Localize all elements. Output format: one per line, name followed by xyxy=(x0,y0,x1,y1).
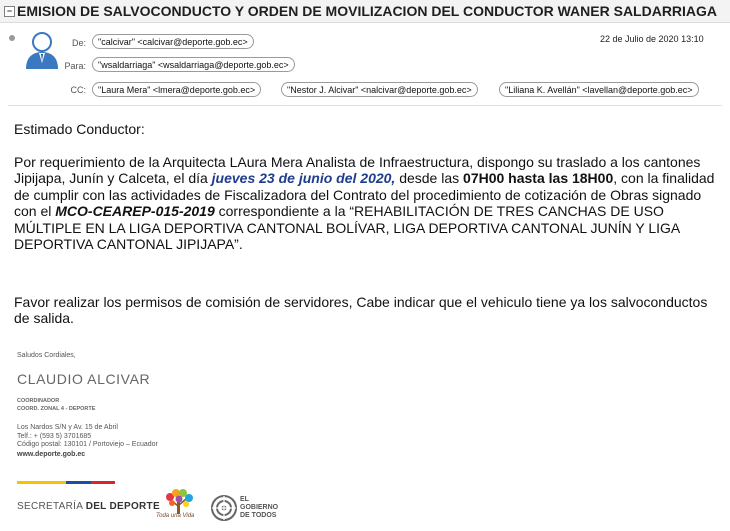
cc-address-chip[interactable]: "Laura Mera" <lmera@deporte.gob.ec> xyxy=(92,82,261,97)
cc-address-chip[interactable]: "Nestor J. Alcivar" <nalcivar@deporte.gob.ec> xyxy=(281,82,478,97)
highlighted-date: jueves 23 de junio del 2020, xyxy=(211,170,396,186)
signature-greeting: Saludos Cordiales, xyxy=(17,352,76,359)
from-label: De: xyxy=(71,38,86,48)
signature-address: Los Nardos S/N y Av. 15 de Abril Telf.: + (593 5) 3701685 Código postal: 130101 / Portoviejo – Ecuador xyxy=(17,424,158,448)
email-body xyxy=(14,121,720,327)
from-address-chip[interactable]: "calcivar" <calcivar@deporte.gob.ec> xyxy=(92,34,254,49)
to-address-chip[interactable]: "wsaldarriaga" <wsaldarriaga@deporte.gob.ec> xyxy=(92,57,295,72)
highlighted-time: 07H00 hasta las 18H00 xyxy=(463,170,614,186)
flag-stripe xyxy=(17,481,115,484)
header-divider xyxy=(8,105,722,106)
body-paragraph-closing: Favor realizar los permisos de comisión de servidores, Cabe indicar que el vehiculo tiene ya los salvoconductos de salida. xyxy=(14,293,708,326)
body-greeting: Estimado Conductor: xyxy=(14,121,145,137)
unread-dot-icon xyxy=(9,35,15,41)
signature-name: CLAUDIO ALCIVAR xyxy=(17,371,151,387)
collapse-toggle-icon[interactable]: − xyxy=(4,6,15,17)
to-label: Para: xyxy=(64,61,86,71)
cc-address-chip[interactable]: "Liliana K. Avellán" <lavellan@deporte.gob.ec> xyxy=(499,82,699,97)
email-subject: EMISION DE SALVOCONDUCTO Y ORDEN DE MOVILIZACION DEL CONDUCTOR WANER SALDARRIAGA xyxy=(17,3,718,19)
subject-bar xyxy=(0,0,730,23)
gobierno-de-todos-logo-icon xyxy=(210,494,238,522)
contract-code: MCO-CEAREP-015-2019 xyxy=(55,203,215,219)
toda-una-vida-caption: Toda una Vida xyxy=(156,513,195,519)
secretaria-deporte-logo: SECRETARÍA DEL DEPORTE xyxy=(17,501,160,512)
email-date: 22 de Julio de 2020 13:10 xyxy=(600,34,704,44)
signature-website-link[interactable]: www.deporte.gob.ec xyxy=(17,451,86,458)
body-paragraph-main: Por requerimiento de la Arquitecta LAura Mera Analista de Infraestructura, dispongo su traslado a los cantones Jipijapa, Junín y Calceta, el día jueves 23 de junio del 2020, desde las 07H00 hasta las 18H00, con la finalidad de cumplir con las actividades de Fiscalizadora del Contrato del procedimiento de cotización de Obras signado con el MCO-CEAREP-015-2019 correspondiente a la “REHABILITACIÓN DE TRES CANCHAS DE USO MÚLTIPLE EN LA LIGA DEPORTIVA CANTONAL BOLÍVAR, LIGA DEPORTIVA CANTONAL JUNÍN Y LIGA DEPORTIVA CANTONAL JIPIJAPA”. xyxy=(14,153,715,252)
signature-role: COORDINADOR COORD. ZONAL 4 - DEPORTE xyxy=(17,398,96,412)
gobierno-de-todos-text: EL GOBIERNO DE TODOS xyxy=(240,496,279,519)
cc-label: CC: xyxy=(70,85,86,95)
